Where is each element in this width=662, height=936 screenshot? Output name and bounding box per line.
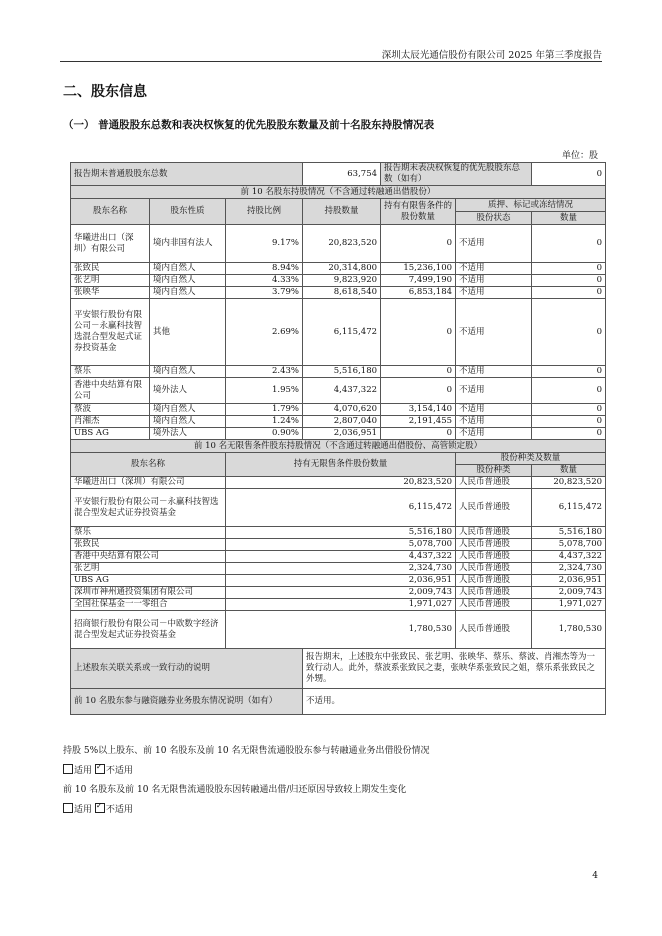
holding-ratio: 4.33% [226, 275, 303, 287]
header-rule [60, 61, 602, 62]
shareholder-name: 张映华 [71, 287, 150, 299]
relations-label: 上述股东关联关系或一致行动的说明 [71, 649, 303, 689]
shareholder-name: 平安银行股份有限公司－永赢科技智选混合型发起式证券投资基金 [71, 299, 150, 366]
table-row [71, 599, 606, 611]
header-text: 深圳太辰光通信股份有限公司 2025 年第三季度报告 [381, 50, 602, 61]
restricted-qty: 6,853,184 [381, 287, 456, 299]
checkbox-label: 不适用 [105, 805, 133, 815]
table-row [71, 551, 606, 563]
header-pledge-status: 股份状态 [456, 212, 532, 225]
u-share-type: 人民币普通股 [456, 477, 532, 489]
u-holding-qty: 5,078,700 [226, 539, 456, 551]
header-u-tqty: 数量 [532, 465, 606, 477]
restricted-qty: 7,499,190 [381, 275, 456, 287]
checkbox-icon[interactable] [63, 764, 73, 774]
table-row [71, 440, 606, 453]
u-shareholder-name: 平安银行股份有限公司－永赢科技智选混合型发起式证券投资基金 [71, 489, 226, 527]
u-share-type-qty: 5,078,700 [532, 539, 606, 551]
subsection-title: （一） 普通股股东总数和表决权恢复的优先股股东数量及前十名股东持股情况表 [63, 119, 435, 131]
u-share-type: 人民币普通股 [456, 563, 532, 575]
pledge-status: 不适用 [456, 404, 532, 416]
holding-qty: 2,807,040 [303, 416, 381, 428]
restricted-qty: 2,191,455 [381, 416, 456, 428]
page-number: 4 [592, 871, 598, 881]
shareholder-nature: 其他 [150, 299, 226, 366]
u-shareholder-name: 华曦进出口（深圳）有限公司 [71, 477, 226, 489]
header-qty: 持股数量 [303, 199, 381, 225]
holding-ratio: 1.79% [226, 404, 303, 416]
u-shareholder-name: 张致民 [71, 539, 226, 551]
header-u-type: 股份种类 [456, 465, 532, 477]
note-text: 前 10 名股东及前 10 名无限售流通股股东因转融通出借/归还原因导致较上期发生变化 [63, 785, 407, 795]
shareholder-table [70, 162, 606, 715]
u-share-type-qty: 2,009,743 [532, 587, 606, 599]
restricted-qty: 0 [381, 299, 456, 366]
note-options [63, 763, 133, 776]
u-shareholder-name: 香港中央结算有限公司 [71, 551, 226, 563]
holding-qty: 9,823,920 [303, 275, 381, 287]
table-row [71, 186, 606, 199]
pledge-status: 不适用 [456, 366, 532, 378]
table-row [71, 299, 606, 366]
pledge-qty: 0 [532, 287, 606, 299]
checkbox-label: 不适用 [105, 766, 133, 776]
pledge-qty: 0 [532, 416, 606, 428]
table-row [71, 587, 606, 599]
header-restricted: 持有有限售条件的股份数量 [381, 199, 456, 225]
section-title: 二、股东信息 [63, 84, 147, 100]
note-options [63, 802, 133, 815]
table-row [71, 527, 606, 539]
pledge-status: 不适用 [456, 287, 532, 299]
shareholder-name: 香港中央结算有限公司 [71, 378, 150, 404]
margin-text: 不适用。 [303, 689, 606, 715]
u-share-type-qty: 1,971,027 [532, 599, 606, 611]
shareholder-name: 华曦进出口（深圳）有限公司 [71, 225, 150, 263]
u-share-type: 人民币普通股 [456, 551, 532, 563]
u-share-type: 人民币普通股 [456, 539, 532, 551]
summary-common-value: 63,754 [303, 163, 381, 186]
u-holding-qty: 2,036,951 [226, 575, 456, 587]
table-row [71, 366, 606, 378]
u-shareholder-name: UBS AG [71, 575, 226, 587]
u-shareholder-name: 张艺明 [71, 563, 226, 575]
checkbox-icon[interactable] [95, 803, 105, 813]
table-row [71, 539, 606, 551]
holding-ratio: 3.79% [226, 287, 303, 299]
shareholder-name: 肖湘杰 [71, 416, 150, 428]
table-row [71, 163, 606, 186]
pledge-status: 不适用 [456, 225, 532, 263]
pledge-qty: 0 [532, 299, 606, 366]
u-holding-qty: 5,516,180 [226, 527, 456, 539]
u-share-type: 人民币普通股 [456, 527, 532, 539]
u-share-type-qty: 1,780,530 [532, 611, 606, 649]
shareholder-nature: 境内自然人 [150, 404, 226, 416]
header-pledge-group: 质押、标记或冻结情况 [456, 199, 606, 212]
shareholder-nature: 境内自然人 [150, 366, 226, 378]
pledge-qty: 0 [532, 225, 606, 263]
u-share-type-qty: 4,437,322 [532, 551, 606, 563]
u-shareholder-name: 蔡乐 [71, 527, 226, 539]
pledge-qty: 0 [532, 366, 606, 378]
holding-qty: 5,516,180 [303, 366, 381, 378]
header-u-qty: 持有无限售条件股份数量 [226, 453, 456, 477]
holding-qty: 4,437,322 [303, 378, 381, 404]
pledge-status: 不适用 [456, 263, 532, 275]
header-name: 股东名称 [71, 199, 150, 225]
pledge-qty: 0 [532, 263, 606, 275]
table-row [71, 287, 606, 299]
top10-title: 前 10 名股东持股情况（不含通过转融通出借股份） [71, 186, 606, 199]
holding-qty: 20,314,800 [303, 263, 381, 275]
u-shareholder-name: 招商银行股份有限公司－中欧数字经济混合型发起式证券投资基金 [71, 611, 226, 649]
header-u-type-group: 股份种类及数量 [456, 453, 606, 465]
u-holding-qty: 2,324,730 [226, 563, 456, 575]
table-row [71, 428, 606, 440]
table-row [71, 689, 606, 715]
table-row [71, 225, 606, 263]
table-row [71, 649, 606, 689]
holding-ratio: 1.95% [226, 378, 303, 404]
holding-qty: 8,618,540 [303, 287, 381, 299]
shareholder-name: 张致民 [71, 263, 150, 275]
header-nature: 股东性质 [150, 199, 226, 225]
pledge-status: 不适用 [456, 428, 532, 440]
holding-qty: 20,823,520 [303, 225, 381, 263]
relations-text: 报告期末，上述股东中张致民、张艺明、张映华、蔡乐、蔡波、肖湘杰等为一致行动人。此外，蔡波系张致民之妻，张映华系张致民之姐，蔡乐系张致民之外甥。 [303, 649, 606, 689]
u-share-type-qty: 5,516,180 [532, 527, 606, 539]
shareholder-name: 蔡波 [71, 404, 150, 416]
unit-label: 单位：股 [561, 151, 598, 161]
holding-ratio: 2.43% [226, 366, 303, 378]
pledge-qty: 0 [532, 404, 606, 416]
table-row [71, 477, 606, 489]
u-share-type: 人民币普通股 [456, 599, 532, 611]
table-row [71, 263, 606, 275]
restricted-qty: 0 [381, 225, 456, 263]
shareholder-nature: 境内自然人 [150, 275, 226, 287]
u-share-type-qty: 20,823,520 [532, 477, 606, 489]
checkbox-label: 适用 [74, 766, 93, 776]
shareholder-name: 张艺明 [71, 275, 150, 287]
shareholder-nature: 境内自然人 [150, 416, 226, 428]
u-shareholder-name: 深圳市神州通投资集团有限公司 [71, 587, 226, 599]
u-holding-qty: 2,009,743 [226, 587, 456, 599]
header-ratio: 持股比例 [226, 199, 303, 225]
shareholder-name: 蔡乐 [71, 366, 150, 378]
restricted-qty: 0 [381, 366, 456, 378]
table-row [71, 563, 606, 575]
u-share-type-qty: 2,324,730 [532, 563, 606, 575]
table-row [71, 378, 606, 404]
holding-ratio: 8.94% [226, 263, 303, 275]
holding-qty: 6,115,472 [303, 299, 381, 366]
table-row [71, 404, 606, 416]
table-row [71, 611, 606, 649]
pledge-status: 不适用 [456, 416, 532, 428]
u-share-type: 人民币普通股 [456, 489, 532, 527]
holding-qty: 2,036,951 [303, 428, 381, 440]
header-pledge-qty: 数量 [532, 212, 606, 225]
checkbox-icon[interactable] [63, 803, 73, 813]
margin-label: 前 10 名股东参与融资融券业务股东情况说明（如有） [71, 689, 303, 715]
table-row [71, 275, 606, 287]
note-text: 持股 5%以上股东、前 10 名股东及前 10 名无限售流通股股东参与转融通业务出借股份情况 [63, 746, 430, 756]
u-holding-qty: 20,823,520 [226, 477, 456, 489]
holding-ratio: 2.69% [226, 299, 303, 366]
u-share-type: 人民币普通股 [456, 611, 532, 649]
table-row [71, 453, 606, 465]
table-row [71, 199, 606, 212]
shareholder-nature: 境内自然人 [150, 287, 226, 299]
pledge-status: 不适用 [456, 275, 532, 287]
u-shareholder-name: 全国社保基金一一零组合 [71, 599, 226, 611]
checkbox-label: 适用 [74, 805, 93, 815]
shareholder-nature: 境内自然人 [150, 263, 226, 275]
pledge-status: 不适用 [456, 299, 532, 366]
restricted-qty: 0 [381, 378, 456, 404]
checkbox-icon[interactable] [95, 764, 105, 774]
u-share-type-qty: 6,115,472 [532, 489, 606, 527]
restricted-qty: 3,154,140 [381, 404, 456, 416]
summary-common-label: 报告期末普通股股东总数 [71, 163, 303, 186]
pledge-status: 不适用 [456, 378, 532, 404]
u-holding-qty: 1,971,027 [226, 599, 456, 611]
u-share-type-qty: 2,036,951 [532, 575, 606, 587]
u-holding-qty: 1,780,530 [226, 611, 456, 649]
header-u-name: 股东名称 [71, 453, 226, 477]
restricted-qty: 15,236,100 [381, 263, 456, 275]
table-row [71, 416, 606, 428]
restricted-qty: 0 [381, 428, 456, 440]
u-share-type: 人民币普通股 [456, 575, 532, 587]
shareholder-nature: 境外法人 [150, 378, 226, 404]
pledge-qty: 0 [532, 275, 606, 287]
u-holding-qty: 4,437,322 [226, 551, 456, 563]
u-holding-qty: 6,115,472 [226, 489, 456, 527]
table-row [71, 489, 606, 527]
holding-ratio: 0.90% [226, 428, 303, 440]
pledge-qty: 0 [532, 428, 606, 440]
table-row [71, 575, 606, 587]
shareholder-name: UBS AG [71, 428, 150, 440]
summary-pref-value: 0 [532, 163, 606, 186]
summary-pref-label: 报告期末表决权恢复的优先股股东总数（如有） [381, 163, 532, 186]
pledge-qty: 0 [532, 378, 606, 404]
u-share-type: 人民币普通股 [456, 587, 532, 599]
holding-ratio: 1.24% [226, 416, 303, 428]
shareholder-nature: 境内非国有法人 [150, 225, 226, 263]
unrestricted-title: 前 10 名无限售条件股东持股情况（不含通过转融通出借股份、高管锁定股） [71, 440, 606, 453]
holding-ratio: 9.17% [226, 225, 303, 263]
shareholder-nature: 境外法人 [150, 428, 226, 440]
holding-qty: 4,070,620 [303, 404, 381, 416]
